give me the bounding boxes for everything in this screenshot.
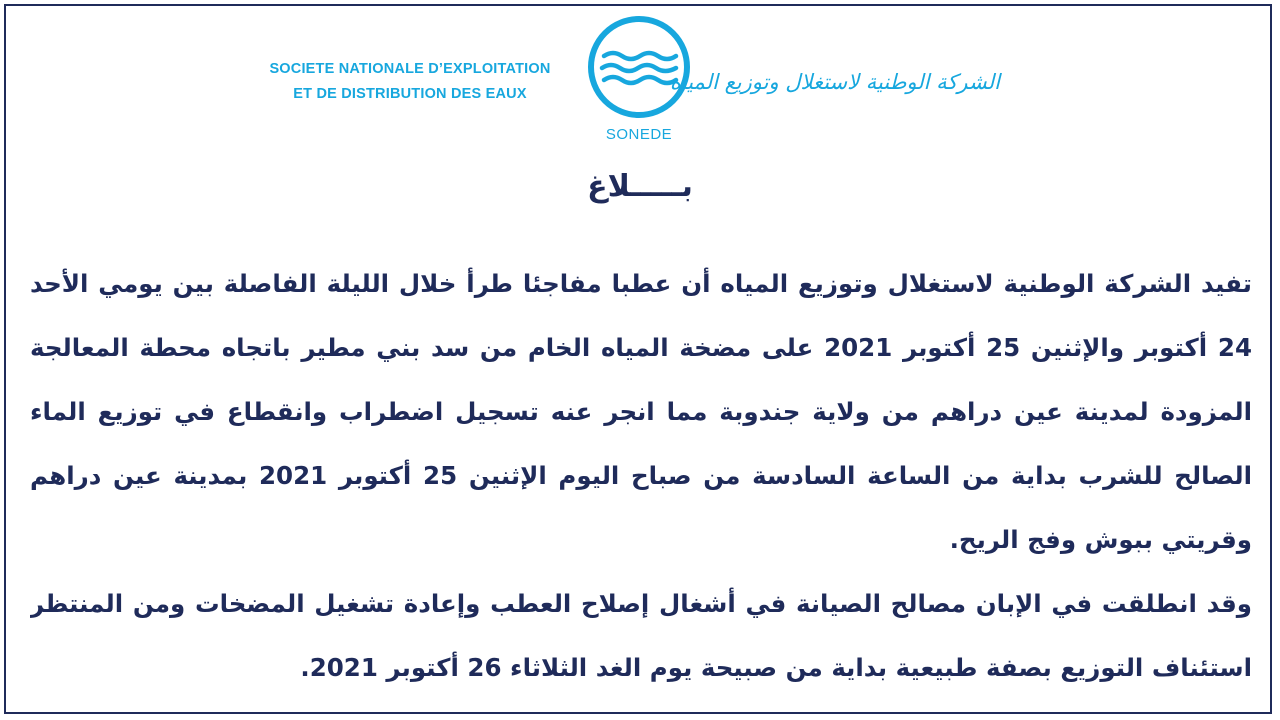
- paragraph-2-line-1: وقد انطلقت في الإبان مصالح الصيانة في أشغال إصلاح العطب وإعادة تشغيل المضخات ومن المنتظر: [30, 589, 1252, 618]
- notice-title: بـــــلاغ: [587, 169, 693, 204]
- company-name-french-line2: ET DE DISTRIBUTION DES EAUX: [293, 86, 527, 102]
- company-name-arabic: الشركة الوطنية لاستغلال وتوزيع المياه: [669, 70, 1000, 94]
- paragraph-1-line-1: تفيد الشركة الوطنية لاستغلال وتوزيع المياه أن عطبا مفاجئا طرأ خلال الليلة الفاصلة بين يومي الأحد: [30, 269, 1252, 298]
- notice-body: [30, 252, 1252, 700]
- company-name-french: [260, 57, 560, 107]
- letterhead: [0, 0, 1280, 160]
- paragraph-2-line-2: استئناف التوزيع بصفة طبيعية بداية من صبيحة يوم الغد الثلاثاء 26 أكتوبر 2021.: [300, 653, 1252, 682]
- paragraph-1-line-4: الصالح للشرب بداية من الساعة السادسة من صباح اليوم الإثنين 25 أكتوبر 2021 بمدينة عين دراهم: [30, 461, 1252, 490]
- paragraph-1-line-5: وقريتي ببوش وفج الريح.: [949, 525, 1252, 554]
- paragraph-1-line-3: المزودة لمدينة عين دراهم من ولاية جندوبة مما انجر عنه تسجيل اضطراب وانقطاع في توزيع الماء: [30, 397, 1252, 426]
- company-name-french-line1: SOCIETE NATIONALE D’EXPLOITATION: [269, 61, 551, 77]
- brand-name: SONEDE: [605, 126, 673, 143]
- paragraph-1-line-2: 24 أكتوبر والإثنين 25 أكتوبر 2021 على مضخة المياه الخام من سد بني مطير باتجاه محطة المعالجة: [30, 333, 1252, 362]
